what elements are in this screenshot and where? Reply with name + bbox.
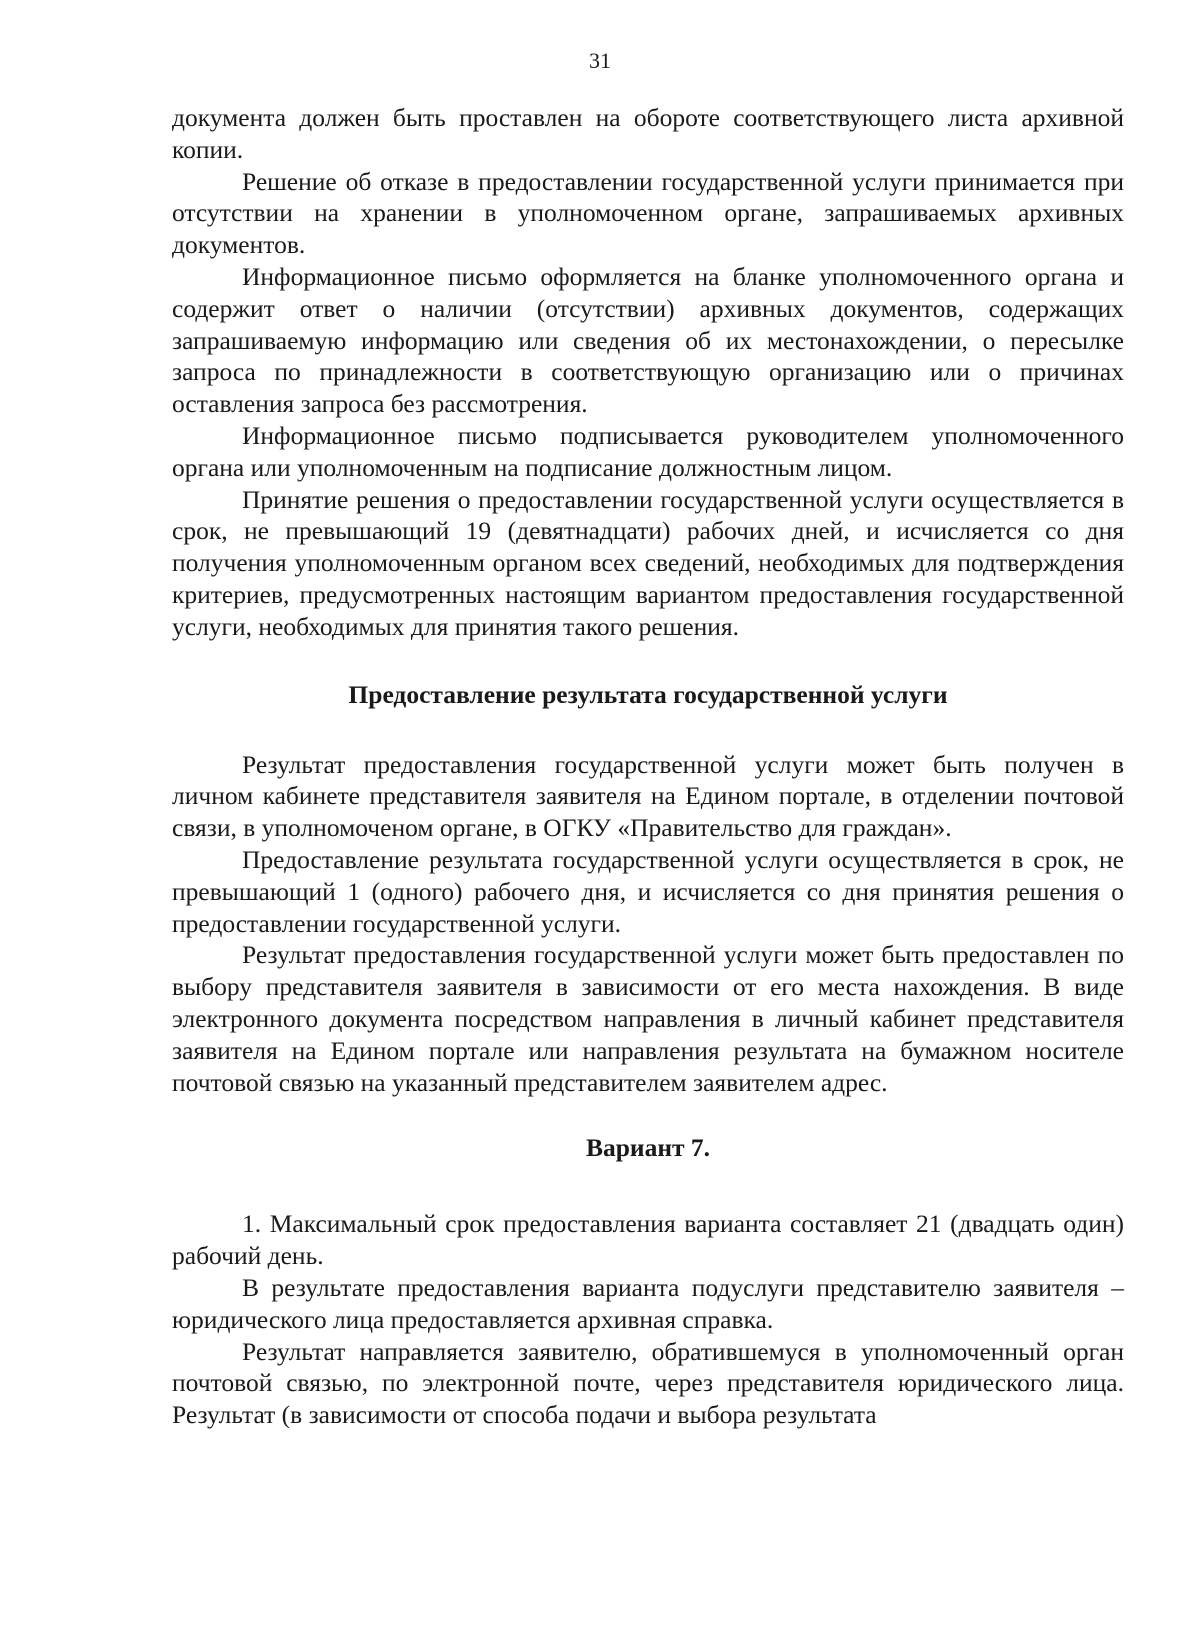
page-number: 31 <box>589 48 611 73</box>
section-heading-variant-7: Вариант 7. <box>585 1133 711 1163</box>
paragraph-result-receipt: Результат предоставления государственной услуги может быть получен в личном кабинете представителя заявителя на Едином портале, в отделении почтовой связи, в уполномоченом органе, в ОГКУ «Правительство для граждан». <box>172 749 1124 843</box>
paragraph-variant-sending: Результат направляется заявителю, обратившемуся в уполномоченный орган почтовой связью, по электронной почте, через представителя юридического лица. Результат (в зависимости от способа подачи и выбора результата <box>172 1336 1124 1430</box>
paragraph-decision-term: Принятие решения о предоставлении государственной услуги осуществляется в срок, не превышающий 19 (девятнадцати) рабочих дней, и исчисляется со дня получения уполномоченным органом всех сведений, необходимых для подтверждения критериев, предусмотренных настоящим вариантом предоставления государственной услуги, необходимых для принятия такого решения. <box>172 484 1124 641</box>
section-heading-result: Предоставление результата государственной услуги <box>348 679 948 709</box>
paragraph-result-term: Предоставление результата государственной услуги осуществляется в срок, не превышающий 1 (одного) рабочего дня, и исчисляется со дня принятия решения о предоставлении государственной услуги. <box>172 844 1124 938</box>
paragraph-info-letter: Информационное письмо оформляется на бланке уполномоченного органа и содержит ответ о наличии (отсутствии) архивных документов, содержащих запрашиваемую информацию или сведения об их местонахождении, о пересылке запроса по принадлежности в соответствующую организацию или о причинах оставления запроса без рассмотрения. <box>172 261 1124 419</box>
document-body <box>172 102 1124 1431</box>
paragraph-result-delivery: Результат предоставления государственной услуги может быть предоставлен по выбору представителя заявителя в зависимости от его места нахождения. В виде электронного документа посредством направления в личный кабинет представителя заявителя на Едином портале или направления результата на бумажном носителе почтовой связью на указанный представителем заявителем адрес. <box>172 940 1124 1097</box>
paragraph-info-letter-signing: Информационное письмо подписывается руководителем уполномоченного органа или уполномоченным на подписание должностным лицом. <box>172 420 1124 482</box>
paragraph-refusal-decision: Решение об отказе в предоставлении государственной услуги принимается при отсутствии на хранении в уполномоченном органе, запрашиваемых архивных документов. <box>172 166 1124 260</box>
paragraph-continuation: документа должен быть проставлен на обороте соответствующего листа архивной копии. <box>172 103 1124 164</box>
paragraph-variant-result: В результате предоставления варианта подуслуги представителю заявителя – юридического лица предоставляется архивная справка. <box>172 1272 1124 1334</box>
paragraph-variant-max-term: 1. Максимальный срок предоставления варианта составляет 21 (двадцать один) рабочий день. <box>172 1209 1124 1271</box>
